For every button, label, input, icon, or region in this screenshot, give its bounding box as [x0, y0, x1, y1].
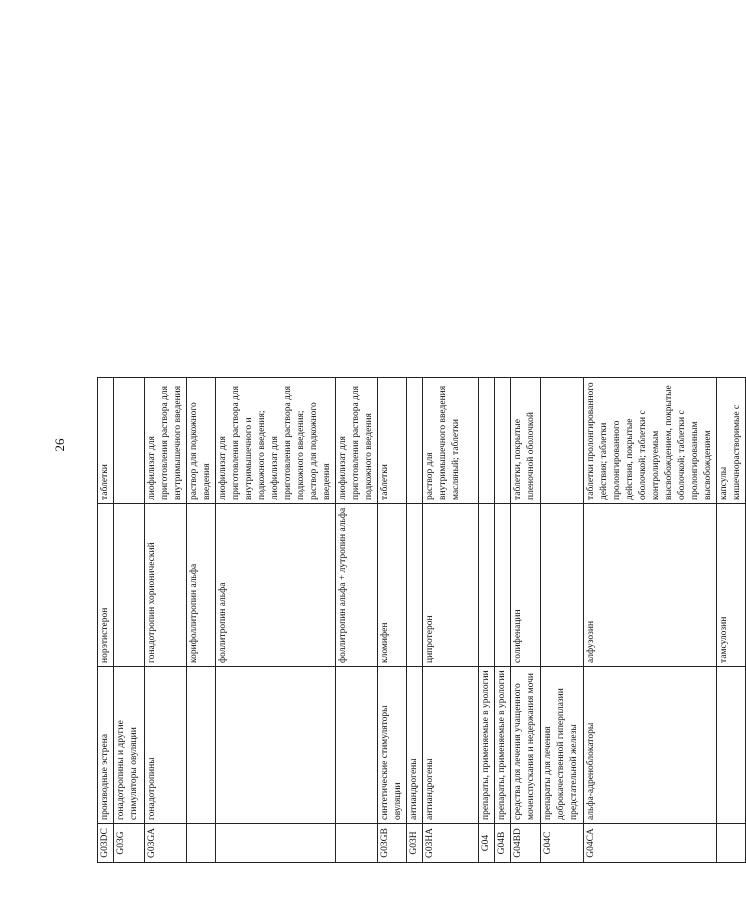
table-row	[145, 38, 187, 863]
group-name-cell: антиандрогены	[423, 667, 479, 824]
group-name-cell	[216, 667, 336, 824]
group-name-cell: препараты, применяемые в урологии	[479, 667, 495, 824]
atc-code-cell	[336, 824, 378, 863]
dosage-form-cell: раствор для внутримышечного введения масляный; таблетки	[423, 378, 479, 504]
table-row	[114, 38, 145, 863]
rotated-table-container	[97, 37, 742, 863]
dosage-form-cell: раствор для подкожного введения	[187, 378, 216, 504]
table-row	[98, 38, 114, 863]
drug-name-cell	[479, 504, 495, 667]
drug-name-cell: фоллитропин альфа + лутропин альфа	[336, 504, 378, 667]
group-name-cell: антиандрогены	[407, 667, 423, 824]
drug-name-cell: ципротерон	[423, 504, 479, 667]
dosage-form-cell	[114, 378, 145, 504]
page-number: 26	[52, 438, 67, 452]
atc-code-cell: G03GA	[145, 824, 187, 863]
atc-code-cell: G04BD	[511, 824, 541, 863]
table-row	[336, 38, 378, 863]
dosage-form-cell	[495, 378, 511, 504]
drug-name-cell	[407, 504, 423, 667]
atc-code-cell: G03HA	[423, 824, 479, 863]
atc-code-cell: G04CA	[584, 824, 717, 863]
atc-code-cell	[717, 824, 746, 863]
table-row	[216, 38, 336, 863]
dosage-form-cell: таблетки пролонгированного действия; таблетки пролонгированного действия, покрытые оболочкой; таблетки с контролируемым высвобождением, покрытые оболочкой; таблетки с пролонгированным высвобождением	[584, 378, 717, 504]
dosage-form-cell	[407, 378, 423, 504]
atc-code-cell	[216, 824, 336, 863]
dosage-form-cell	[541, 378, 584, 504]
atc-code-cell: G04C	[541, 824, 584, 863]
drug-name-cell: солифенацин	[511, 504, 541, 667]
group-name-cell: синтетические стимуляторы овуляции	[378, 667, 407, 824]
drug-name-cell	[541, 504, 584, 667]
table-row	[584, 38, 717, 863]
table-row	[378, 38, 407, 863]
dosage-form-cell: капсулы кишечнорастворимые с	[717, 378, 746, 504]
dosage-form-cell: лиофилизат для приготовления раствора для подкожного введения	[336, 378, 378, 504]
group-name-cell: препараты, применяемые в урологии	[495, 667, 511, 824]
atc-code-cell: G03G	[114, 824, 145, 863]
dosage-form-cell	[479, 378, 495, 504]
table-row	[479, 38, 495, 863]
dosage-form-cell: таблетки	[98, 378, 114, 504]
drug-name-cell: корифоллитропин альфа	[187, 504, 216, 667]
atc-code-cell: G04	[479, 824, 495, 863]
drug-name-cell: норэтистерон	[98, 504, 114, 667]
drug-table	[97, 37, 746, 863]
atc-code-cell: G03DC	[98, 824, 114, 863]
dosage-form-cell: лиофилизат для приготовления раствора для внутримышечного введения	[145, 378, 187, 504]
atc-code-cell: G03H	[407, 824, 423, 863]
group-name-cell	[336, 667, 378, 824]
group-name-cell: гонадотропины и другие стимуляторы овуляции	[114, 667, 145, 824]
dosage-form-cell: таблетки	[378, 378, 407, 504]
group-name-cell: производные эстрена	[98, 667, 114, 824]
drug-name-cell: кломифен	[378, 504, 407, 667]
atc-code-cell	[187, 824, 216, 863]
drug-name-cell	[495, 504, 511, 667]
drug-name-cell: фоллитропин альфа	[216, 504, 336, 667]
table-row	[495, 38, 511, 863]
atc-code-cell: G04B	[495, 824, 511, 863]
dosage-form-cell: таблетки, покрытые пленочной оболочкой	[511, 378, 541, 504]
drug-name-cell: алфузозин	[584, 504, 717, 667]
drug-name-cell: гонадотропин хорионический	[145, 504, 187, 667]
group-name-cell: средства для лечения учащенного мочеиспускания и недержания мочи	[511, 667, 541, 824]
table-row	[187, 38, 216, 863]
table-row	[541, 38, 584, 863]
group-name-cell: препараты для лечения доброкачественной гиперплазии предстательной железы	[541, 667, 584, 824]
group-name-cell: гонадотропины	[145, 667, 187, 824]
drug-name-cell	[114, 504, 145, 667]
table-row	[423, 38, 479, 863]
group-name-cell	[187, 667, 216, 824]
drug-name-cell: тамсулозин	[717, 504, 746, 667]
dosage-form-cell: лиофилизат для приготовления раствора для внутримышечного и подкожного введения; лиофилизат для приготовления раствора для подкожного введения; раствор для подкожного введения	[216, 378, 336, 504]
group-name-cell	[717, 667, 746, 824]
atc-code-cell: G03GB	[378, 824, 407, 863]
group-name-cell: альфа-адреноблокаторы	[584, 667, 717, 824]
table-row	[717, 38, 746, 863]
table-row	[407, 38, 423, 863]
table-row	[511, 38, 541, 863]
